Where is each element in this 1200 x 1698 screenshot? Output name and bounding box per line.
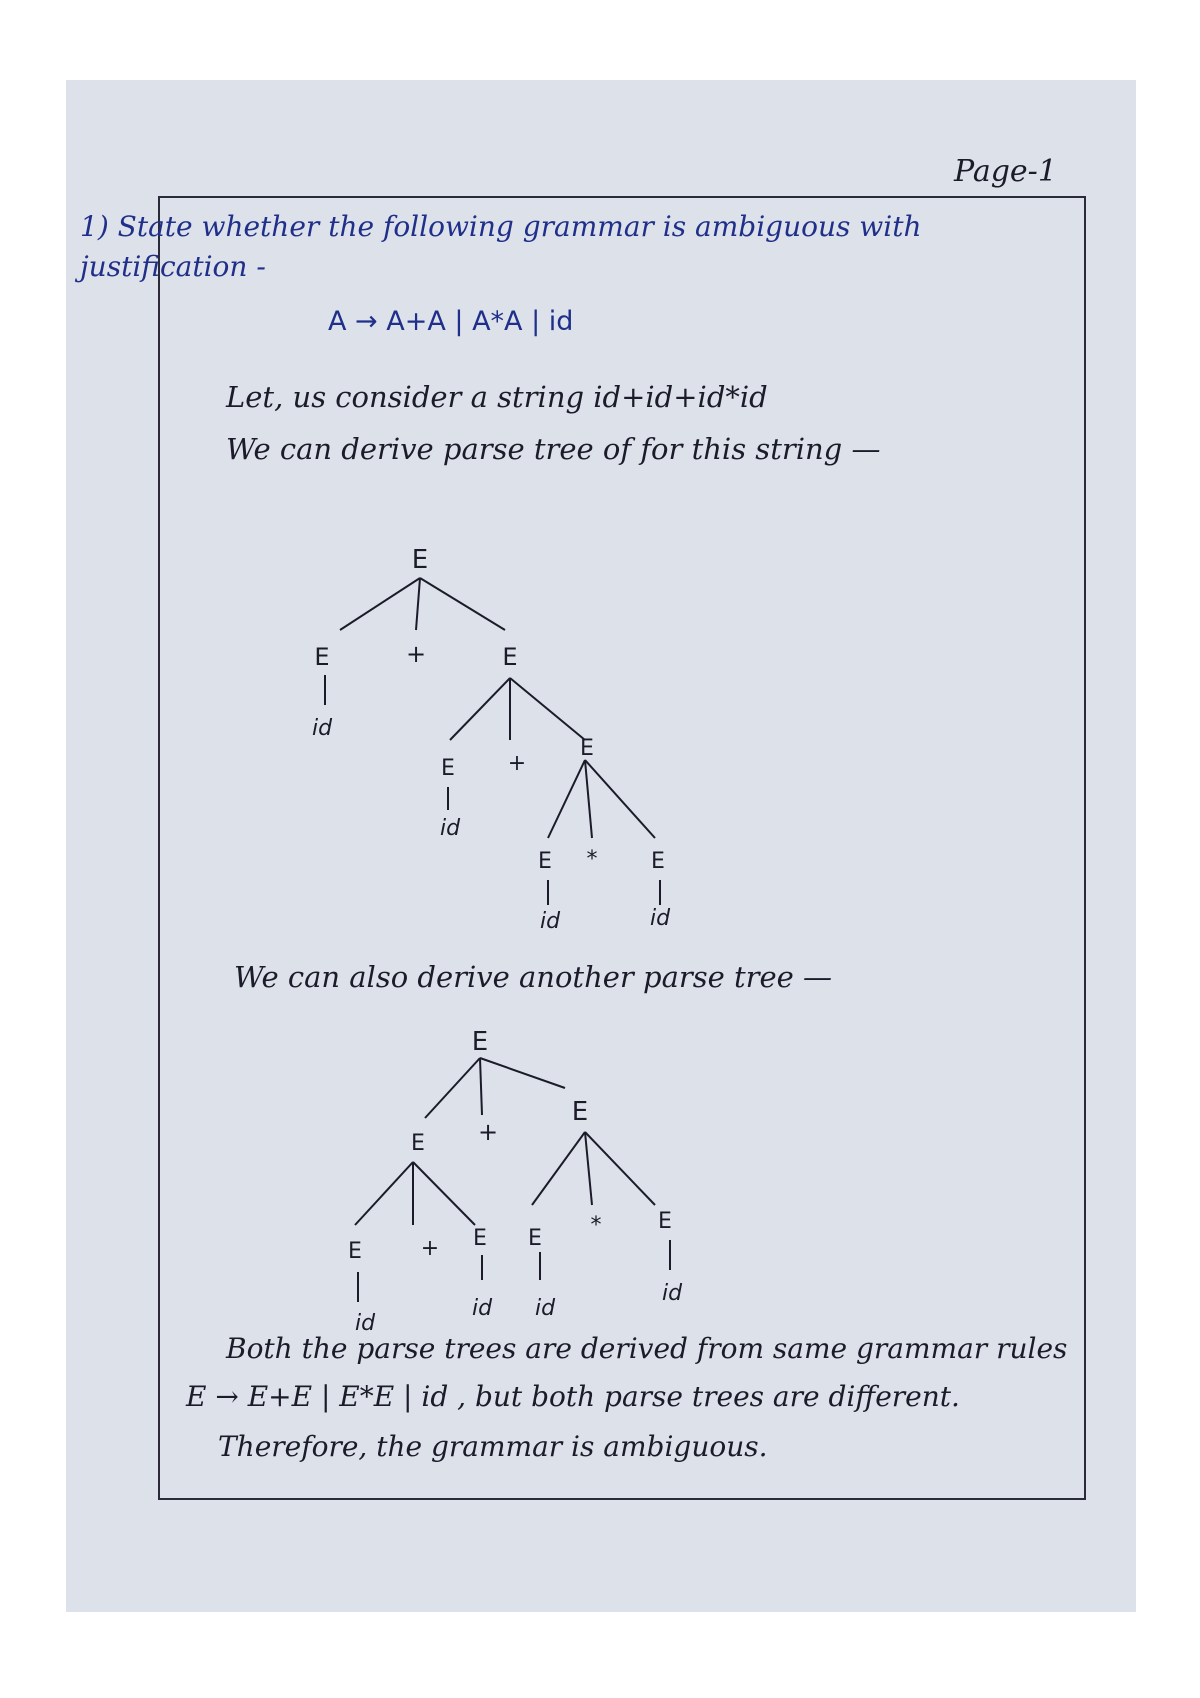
tree2-node: E [473, 1226, 487, 1251]
tree1-node: E [502, 643, 518, 671]
another-parse-tree-line: We can also derive another parse tree — [234, 960, 833, 994]
tree1-node: E [538, 849, 552, 874]
consider-string-line: Let, us consider a string id+id+id*id [226, 380, 768, 414]
tree1-node: + [507, 751, 527, 776]
tree2-node: E [658, 1209, 672, 1234]
derive-parse-tree-line: We can derive parse tree of for this string — [226, 432, 881, 466]
question-line-2: justification - [80, 250, 266, 283]
tree2-node: + [477, 1118, 499, 1146]
tree2-node: E [571, 1097, 589, 1127]
tree2-node: E [348, 1239, 362, 1264]
tree1-node: id [649, 906, 671, 931]
grammar-rule: A → A+A | A*A | id [328, 306, 574, 337]
question-line-1: 1) State whether the following grammar is ambiguous with [80, 210, 922, 243]
tree2-node: id [354, 1311, 376, 1336]
parse-tree-1 [312, 545, 671, 934]
tree1-node: E [411, 545, 429, 575]
conclusion-line-3: Therefore, the grammar is ambiguous. [218, 1430, 768, 1463]
conclusion-line-2: E → E+E | E*E | id , but both parse trees are different. [186, 1380, 960, 1413]
tree1-node: * [586, 847, 598, 872]
tree1-node: E [441, 756, 455, 781]
tree1-node: id [539, 909, 561, 934]
tree2-node: id [534, 1296, 556, 1321]
tree1-node: + [405, 640, 427, 668]
tree1-node: id [439, 816, 461, 841]
tree2-node: id [471, 1296, 493, 1321]
tree2-node: E [471, 1027, 489, 1057]
tree2-node: E [411, 1131, 425, 1156]
conclusion-line-1: Both the parse trees are derived from same grammar rules [226, 1332, 1068, 1365]
tree2-node: * [590, 1213, 602, 1238]
tree1-node: E [651, 849, 665, 874]
parse-tree-2 [348, 1027, 683, 1336]
tree1-node: id [311, 716, 333, 741]
tree2-node: + [420, 1236, 440, 1261]
tree2-node: id [661, 1281, 683, 1306]
tree2-node: E [528, 1226, 542, 1251]
page-label: Page-1 [954, 154, 1057, 189]
tree1-node: E [580, 736, 594, 761]
tree1-node: E [314, 643, 330, 671]
